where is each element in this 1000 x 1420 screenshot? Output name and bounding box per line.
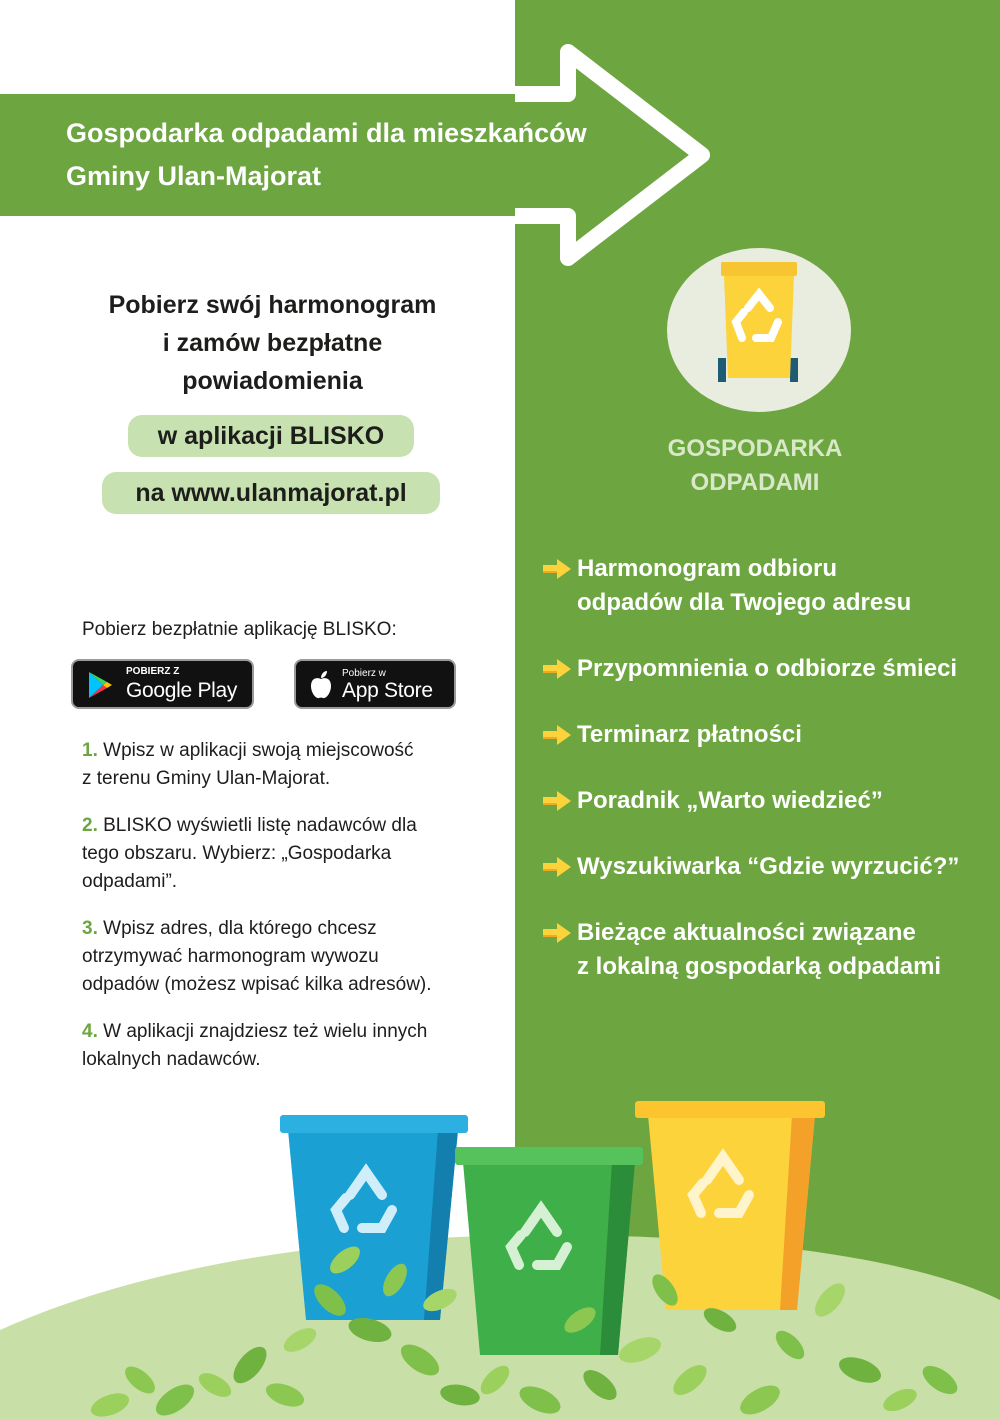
feature-text: Harmonogram odbioru odpadów dla Twojego adresu (577, 555, 912, 616)
step-number: 3. (82, 918, 98, 939)
feature-text: Przypomnienia o odbiorze śmieci (577, 655, 958, 682)
arrow-right-icon (542, 724, 572, 746)
feature-text: Terminarz płatności (577, 721, 802, 748)
step-text: Wpisz w aplikacji swoją miejscowość z terenu Gminy Ulan-Majorat. (82, 740, 414, 789)
step-item (82, 1018, 502, 1074)
app-store-button[interactable] (294, 659, 456, 709)
arrow-right-icon (542, 790, 572, 812)
arrow-right-icon (542, 558, 572, 580)
download-label: Pobierz bezpłatnie aplikację BLISKO: (82, 619, 397, 640)
section-title-line2: ODPADAMI (690, 469, 820, 496)
intro-line1: Pobierz swój harmonogram (108, 291, 437, 319)
step-item (82, 737, 502, 793)
arrow-right-icon (542, 856, 572, 878)
step-text: BLISKO wyświetli listę nadawców dla tego obszaru. Wybierz: „Gospodarka odpadami”. (82, 815, 417, 892)
feature-item (540, 552, 990, 620)
blue-bin (280, 1115, 468, 1320)
feature-text: Poradnik „Warto wiedzieć” (577, 787, 883, 814)
intro-line2: i zamów bezpłatne (162, 329, 383, 357)
step-number: 2. (82, 815, 98, 836)
recycling-bins-illustration (0, 1090, 1000, 1420)
step-text: W aplikacji znajdziesz też wielu innych lokalnych nadawców. (82, 1021, 428, 1070)
app-store-big-text: App Store (342, 679, 433, 702)
green-bin (455, 1147, 643, 1355)
instruction-steps (82, 737, 502, 1093)
step-number: 1. (82, 740, 98, 761)
banner-title-line1: Gospodarka odpadami dla mieszkańców (66, 118, 587, 148)
feature-item (540, 916, 990, 984)
google-play-big-text: Google Play (126, 679, 238, 702)
apple-icon (308, 670, 334, 700)
feature-item (540, 784, 990, 818)
arrow-right-icon (542, 658, 572, 680)
google-play-button[interactable] (71, 659, 254, 709)
feature-text: Wyszukiwarka “Gdzie wyrzucić?” (577, 853, 960, 880)
feature-item (540, 850, 990, 884)
google-play-small-text: POBIERZ Z (126, 666, 180, 677)
feature-item (540, 652, 990, 686)
app-name-pill: w aplikacji BLISKO (128, 415, 414, 457)
intro-line3: powiadomienia (182, 367, 363, 395)
step-text: Wpisz adres, dla którego chcesz otrzymywać harmonogram wywozu odpadów (możesz wpisać kilka adresów). (82, 918, 432, 995)
app-store-small-text: Pobierz w (342, 668, 386, 679)
section-title (600, 432, 910, 500)
feature-item (540, 718, 990, 752)
arrow-right-icon (542, 922, 572, 944)
section-title-line1: GOSPODARKA (667, 435, 843, 462)
step-item (82, 812, 502, 896)
intro-heading (60, 286, 485, 400)
features-list (540, 552, 990, 984)
trash-bin-icon (708, 258, 808, 388)
website-link-pill[interactable]: na www.ulanmajorat.pl (102, 472, 440, 514)
step-number: 4. (82, 1021, 98, 1042)
google-play-icon (85, 670, 115, 700)
step-item (82, 915, 502, 999)
banner-title (66, 112, 666, 198)
feature-text: Bieżące aktualności związane z lokalną gospodarką odpadami (577, 919, 942, 980)
banner-title-line2: Gminy Ulan-Majorat (66, 161, 322, 191)
